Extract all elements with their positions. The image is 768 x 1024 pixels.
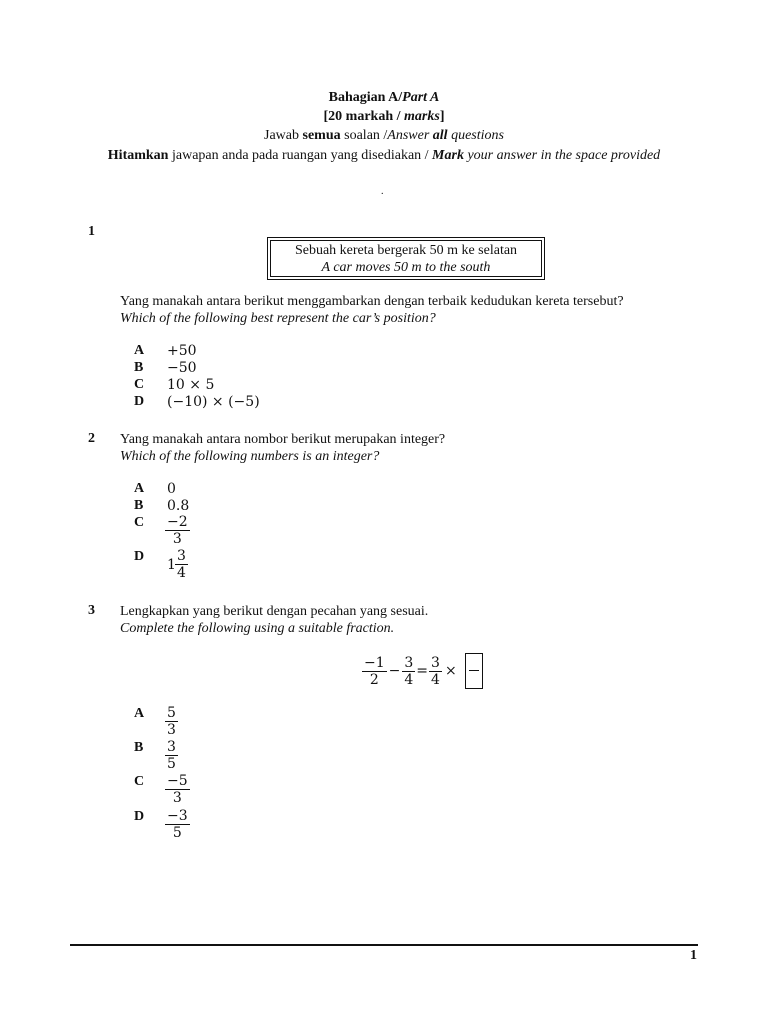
q3-eq-times: × xyxy=(444,663,457,679)
q3-option-b-fraction xyxy=(165,739,178,772)
q1-box-en: A car moves 50 m to the south xyxy=(321,260,491,275)
q3-option-c-letter: C xyxy=(134,774,145,789)
marks-en: marks xyxy=(404,109,440,124)
q3-option-a-fraction xyxy=(165,705,178,738)
q1-option-c-value: 10 × 5 xyxy=(167,377,215,393)
q3-option-d-letter: D xyxy=(134,809,145,824)
q3-option-d[interactable] xyxy=(134,808,234,842)
q3-option-a-letter: A xyxy=(134,706,145,721)
answer-en-a: Answer xyxy=(387,128,433,143)
marks-close: ] xyxy=(439,109,445,124)
q3-eq-fraction-2 xyxy=(402,655,415,688)
q2-question xyxy=(120,431,720,465)
marks-heading xyxy=(0,107,768,126)
marks-ms: [20 markah / xyxy=(323,109,405,124)
q2-option-a-value: 0 xyxy=(167,481,176,497)
q3-option-a-denominator: 3 xyxy=(167,722,176,738)
q3-eq-f3-denominator: 4 xyxy=(431,671,440,688)
q2-text-ms: Yang manakah antara nombor berikut merupakan integer? xyxy=(120,432,446,447)
q2-option-d-letter: D xyxy=(134,549,145,564)
q3-answer-blank[interactable] xyxy=(465,653,483,689)
q3-eq-fraction-3 xyxy=(429,655,442,688)
q3-question xyxy=(120,603,720,637)
q3-eq-equals: = xyxy=(416,663,429,679)
q3-option-d-fraction xyxy=(165,808,190,841)
q2-option-d[interactable] xyxy=(134,548,234,582)
q1-option-a-letter: A xyxy=(134,343,145,358)
q3-option-c-numerator: −5 xyxy=(167,773,188,789)
q1-option-a-value: +50 xyxy=(167,343,197,359)
part-en: Part A xyxy=(402,90,440,105)
q2-option-d-numerator: 3 xyxy=(177,548,186,564)
q3-option-b[interactable] xyxy=(134,739,234,773)
q1-info-box xyxy=(270,240,542,277)
q1-option-d-letter: D xyxy=(134,394,145,409)
q2-option-c-fraction xyxy=(165,514,190,547)
answer-en-b: all xyxy=(432,128,448,143)
q2-option-c[interactable] xyxy=(134,514,234,548)
q3-option-d-denominator: 5 xyxy=(172,825,182,841)
q3-option-a[interactable] xyxy=(134,705,234,739)
q2-option-c-numerator: −2 xyxy=(167,514,188,530)
q3-eq-minus: − xyxy=(388,663,401,679)
q2-number: 2 xyxy=(88,431,95,446)
q3-text-ms: Lengkapkan yang berikut dengan pecahan yang sesuai. xyxy=(120,604,429,619)
part-heading xyxy=(0,88,768,107)
q2-option-d-fraction xyxy=(175,548,188,581)
q1-option-b-letter: B xyxy=(134,360,144,375)
q2-option-c-letter: C xyxy=(134,515,145,530)
q3-eq-fraction-1 xyxy=(362,655,387,688)
q3-option-d-numerator: −3 xyxy=(167,808,188,824)
q3-eq-f1-numerator: −1 xyxy=(364,654,385,671)
q3-eq-f2-denominator: 4 xyxy=(404,671,414,688)
q2-option-d-whole: 1 xyxy=(167,557,176,573)
q2-option-c-denominator: 3 xyxy=(172,531,182,547)
q3-number: 3 xyxy=(88,603,95,618)
answer-ms-b: semua xyxy=(302,128,341,143)
q3-option-b-letter: B xyxy=(134,740,144,755)
q2-option-d-denominator: 4 xyxy=(177,565,186,581)
mark-en-a: Mark xyxy=(432,148,464,163)
q3-option-c-denominator: 3 xyxy=(172,790,182,806)
mark-ms-a: Hitamkan xyxy=(107,148,169,163)
q3-eq-f1-denominator: 2 xyxy=(369,671,379,688)
q2-option-b-letter: B xyxy=(134,498,144,513)
part-ms: Bahagian A/ xyxy=(328,90,403,105)
q3-eq-f2-numerator: 3 xyxy=(404,654,414,671)
mark-ms-b: jawapan anda pada ruangan yang disediakan / xyxy=(168,148,433,163)
footer-rule xyxy=(70,944,698,946)
mark-instruction xyxy=(0,146,768,165)
q1-question xyxy=(120,293,720,327)
q1-text-ms: Yang manakah antara berikut menggambarkan dengan terbaik kedudukan kereta tersebut? xyxy=(120,294,624,309)
answer-instruction xyxy=(0,126,768,145)
q2-option-b-value: 0.8 xyxy=(167,498,190,514)
q3-equation xyxy=(362,652,483,690)
q1-option-b-value: −50 xyxy=(167,360,197,376)
q3-option-a-numerator: 5 xyxy=(167,705,176,721)
q3-eq-f3-numerator: 3 xyxy=(431,654,440,671)
q3-option-c[interactable] xyxy=(134,773,234,807)
answer-ms-c: soalan / xyxy=(340,128,388,143)
q3-option-b-numerator: 3 xyxy=(167,739,176,755)
q3-option-c-fraction xyxy=(165,773,190,806)
q1-option-c-letter: C xyxy=(134,377,145,392)
q3-text-en: Complete the following using a suitable fraction. xyxy=(120,621,395,636)
q2-text-en: Which of the following numbers is an integer? xyxy=(120,449,380,464)
q1-number: 1 xyxy=(88,224,95,239)
q1-box-ms: Sebuah kereta bergerak 50 m ke selatan xyxy=(294,243,518,258)
q1-text-en: Which of the following best represent the car’s position? xyxy=(120,311,436,326)
q2-option-a-letter: A xyxy=(134,481,145,496)
q1-option-d-value: (−10) × (−5) xyxy=(167,394,260,410)
answer-en-c: questions xyxy=(447,128,504,143)
mark-en-b: your answer in the space provided xyxy=(463,148,661,163)
page-number: 1 xyxy=(690,948,697,963)
q3-option-b-denominator: 5 xyxy=(167,756,176,772)
answer-ms-a: Jawab xyxy=(264,128,303,143)
stray-dot: . xyxy=(381,186,384,197)
